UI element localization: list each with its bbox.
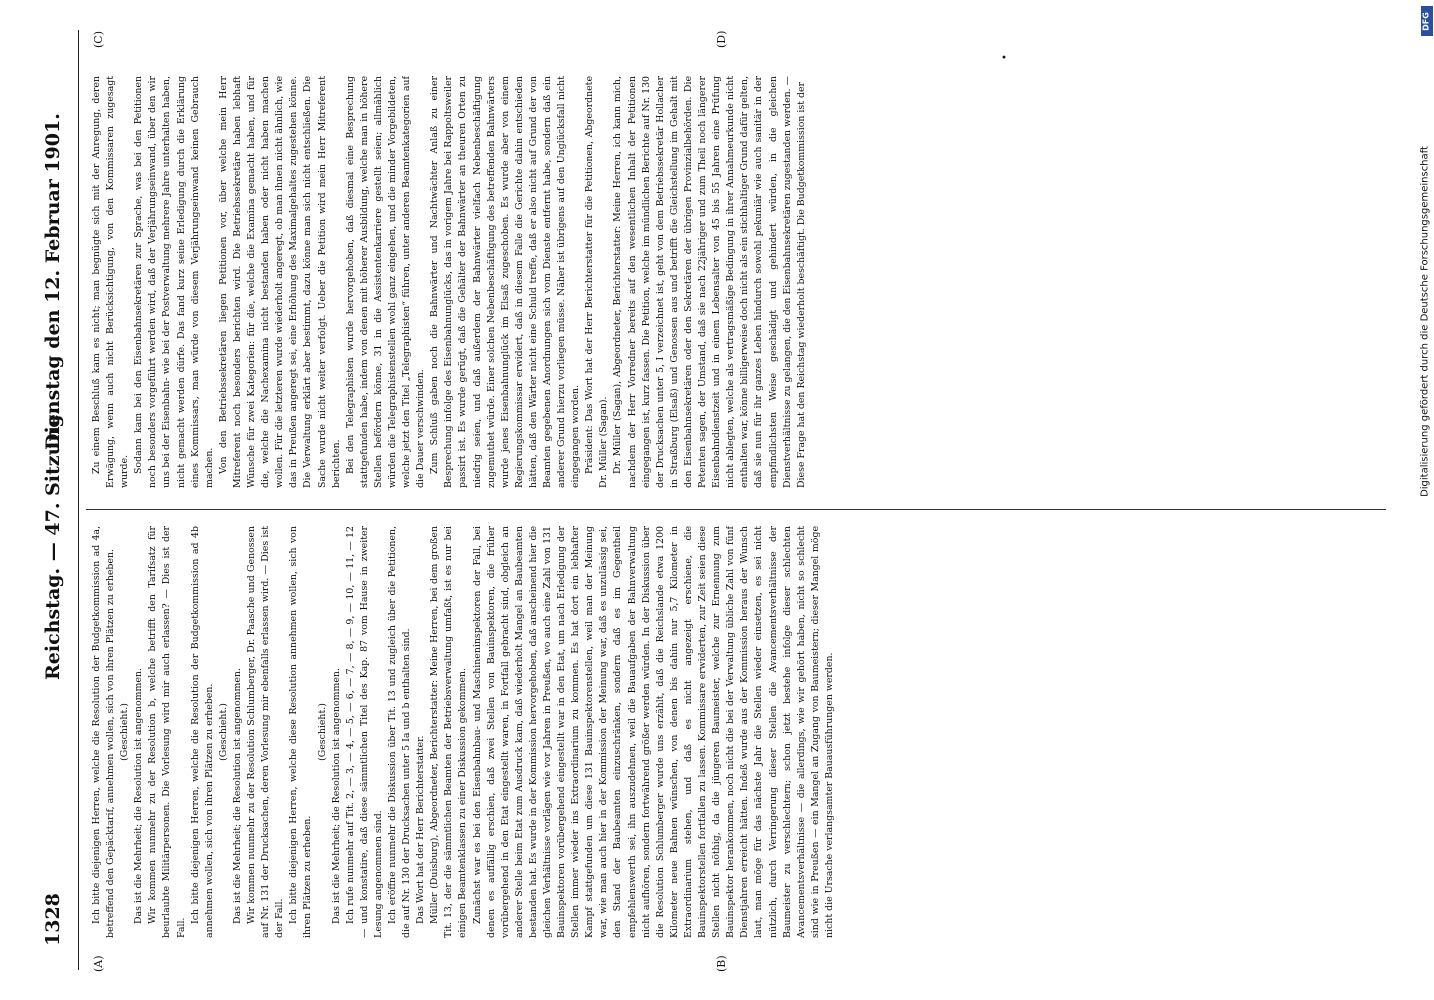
paragraph: Das ist die Mehrheit; die Resolution ist angenommen. [133, 668, 145, 924]
page-number: 1328 [42, 893, 64, 946]
column-divider [86, 509, 1386, 510]
paragraph: (Geschieht.) [316, 703, 328, 761]
margin-marker-c: (C) [92, 31, 105, 48]
paragraph: Zunächst war es bei den Eisenbahnbau- und Maschineninspektoren der Fall, bei denen es auffällig erschien, daß zwei Stellen von Bauinspektoren, die früher vorübergehend in den Etat eingestellt waren, in Fortfall gebracht sind, obgleich an anderer Stelle beim Etat zum Ausdruck kam, daß wiederholt Mangel an Baubeamten bestanden hat. Es wurde in der Kommission hervorgehoben, daß anscheinend hier die gleichen Verhältnisse vorlägen wie vor Jahren in Preußen, wo auch eine Zahl von 131 Bauinspektoren vorübergehend eingestellt war in den Etat, um nach Erledigung der Stellen immer wieder ins Extraordinarium zu kommen. Es hat dort ein lebhafter Kampf stattgefunden um diese 131 Bauinspektorenstellen, weil man der Meinung war, wie man auch hier in der Kommission der Meinung war, daß es unzulässig sei, den Stand der Baubeamten einzuschränken, sondern daß es im Gegentheil empfehlenswerth sei, ihn auszudehnen, weil die Bauaufgaben der Bahnverwaltung nicht aufhören, sondern fortwährend größer werden würden. In der Diskussion über die Resolution Schlumberger wurde uns erzählt, daß die Reichslande etwa 1200 Kilometer neue Bahnen wünschen, von denen bis dahin nur 5,7 Kilometer in Extraordinarium stehen, und daß es nicht angezeigt erschiene, die Bauinspektorstellen fortfallen zu lassen. Kommissare erwiderten, zur Zeit seien diese Stellen nicht nöthig, da die jüngeren Baumeister, welche zur Ernennung zum Bauinspektor herankommen, noch nicht die bei der Verwaltung übliche Zahl von fünf Dienstjahren erreicht hätten. Indeß wurde aus der Kommission heraus der Wunsch laut, man möge für das nächste Jahr die Stellen wieder einsetzen, es sei nicht nützlich, durch Verringerung dieser Stellen die Avancementsverhältnisse der Baumeister zu verschlechtern; schon jetzt bestehe infolge dieser schlechten Avancementsverhältnisse — die allerdings, wie wir gehört haben, nicht so schlecht sind wie in Preußen — ein Mangel an Zugang von Baumeistern; dieser Mangel möge nicht die Ursache verlangsamter Bauausführungen werden. [471, 526, 835, 938]
paragraph: Zum Schluß gaben noch die Bahnwärter und Nachtwächter Anlaß zu einer Besprechung infolge des Eisenbahnunglücks, das in vorigem Jahre bei Rappoltsweiler passirt ist. Es wurde gerügt, daß die Gehälter der Bahnwärter an theuren Orten zu niedrig seien, und daß außerdem der Bahnwärter vielfach Nebenbeschäftigung zugemuthet würde. Einer solchen Nebenbeschäftigung des betreffenden Bahnwärters wurde jenes Eisenbahnunglück im Elsaß zugeschoben. Es wurde aber von einem Regierungskommissar erwidert, daß in diesem Falle die Gerichte dahin entschieden hätten, daß den Wärter nicht eine Schuld treffe, daß er also nicht auf Grund der von Beamten gegebenen Anordnungen sich vom Dienste entfernt habe, sondern daß ein anderer Grund hierzu vorliegen müsse. Näher ist übrigens auf den Unglücksfall nicht eingegangen worden. [429, 76, 582, 488]
paragraph: Zu einem Beschluß kam es nicht; man begnügte sich mit der Anregung, deren Erwägung, wenn auch nicht Berücksichtigung, von den Kommissaren zugesagt wurde. [91, 76, 131, 488]
right-text-column [90, 76, 1380, 488]
paragraph: Präsident: Das Wort hat der Herr Berichterstatter für die Petitionen, Abgeordnete Dr. Müller (Sagan). [584, 76, 610, 488]
paragraph: (Geschieht.) [119, 703, 131, 761]
paragraph: Das ist die Mehrheit; die Resolution ist angenommen. [330, 668, 342, 924]
session-title: Reichstag. — 47. Sitzung. [42, 407, 64, 680]
paragraph: Ich bitte diejenigen Herren, welche die Resolution der Budgetkommission ad 4b annehmen wollen, sich von ihren Plätzen zu erheben. [189, 526, 215, 938]
paragraph: Müller (Duisburg), Abgeordneter, Berichterstatter: Meine Herren, bei dem großen Tit. 13, der die sämmtlichen Beamten der Betriebsverwaltung umfaßt, ist es nur bei einigen Beamtenklassen zu einer Diskussion gekommen. [429, 526, 469, 938]
header-rule [78, 30, 79, 970]
scan-dot: • [1000, 54, 1011, 60]
dfg-logo-icon: DFG [1421, 6, 1433, 36]
paragraph: Bei den Telegraphisten wurde hervorgehoben, daß diesmal eine Besprechung stattgefunden habe, indem von denen mit höherer Ausbildung, welche man in höhere Stellen befördern könne, 31 in die Assistentenkarriere gestellt seien; allmählich würden die Telegraphistenstellen wohl ganz eingehen, und die minder Vorgebildeten, welche jetzt den Titel „Telegraphisten“ führen, unter anderen Beamtenkategorien auf die Dauer verschwinden. [344, 76, 427, 488]
left-text-column [90, 526, 1380, 938]
paragraph: Ich eröffne nunmehr die Diskussion über Tit. 13 und zugleich über die Petitionen, die auf Nr. 130 der Drucksachen unter 5 Ia und b enthalten sind. [386, 526, 413, 938]
paragraph: Von den Betriebssekretären liegen Petitionen vor, über welche mein Herr Mitreferent noch besonders berichten wird. Die Betriebssekretäre haben lebhaft Wünsche für zwei Kategorien: für die, welche die Examina gemacht haben, und für die, welche die Nachexamina nicht bestanden haben oder nicht haben machen wollen. Für die letzteren wurde wiederholt angeregt, ob man ihnen nicht ähnlich, wie das in Preußen angeregt sei, eine Erhöhung des Maximalgehaltes zugestehen könne. Die Verwaltung erklärt aber bestimmt, dazu könne man sich nicht entschließen. Die Sache wurde nicht weiter verfolgt. Ueber die Petition wird mein Herr Mitreferent berichten. [217, 76, 342, 488]
credit-text: Digitalisierung gefördert durch die Deutsche Forschungsgemeinschaft [1419, 146, 1431, 497]
digitization-credit [1420, 6, 1434, 606]
paragraph: Wir kommen nunmehr zu der Resolution b, welche betrifft den Tarifsatz für beurlaubte Militärpersonen. Die Vorlesung wird mir auch erlassen? — Dies ist der Fall. [147, 526, 187, 938]
paragraph: Wir kommen nunmehr zu der Resolution Schlumberger, Dr. Paasche und Genossen auf Nr. 131 der Drucksachen, deren Vorlesung mir ebenfalls erlassen wird. — Dies ist der Fall. [246, 526, 286, 938]
paragraph: Ich bitte diejenigen Herren, welche diese Resolution annehmen wollen, sich von ihren Plätzen zu erheben. [288, 526, 314, 938]
paragraph: Dr. Müller (Sagan), Abgeordneter, Berichterstatter: Meine Herren, ich kann mich, nachdem der Herr Vorredner bereits auf den wesentlichen Inhalt der Petitionen eingegangen ist, kurz fassen. Die Petition, welche im mündlichen Berichte auf Nr. 130 der Drucksachen unter 5, I verzeichnet ist, geht von dem Betriebssekretär Hollacher in Straßburg (Elsaß) und Genossen aus und betrifft die Gleichstellung im Gehalt mit den Eisenbahnsekretären oder den Sekretären der übrigen Provinzialbehörden. Die Petenten sagen, der Umstand, daß sie nach 22jähriger und zum Theil noch längerer Eisenbahndienstzeit und in einem Lebensalter von 45 bis 55 Jahren eine Prüfung nicht ablegten, welche als vertragsmäßige Bedingung in ihrer Annahmeurkunde nicht enthalten war, könne billigerweise doch nicht als ein stichhaltiger Grund dafür gelten, daß sie nun für ihr ganzes Leben hindurch sowohl pekuniär wie auch sanitär in der empfindlichsten Weise geschädigt und gehindert würden, in die gleichen Dienstverhältnisse zu gelangen, die den Eisenbahnsekretären zugestanden werden. — Diese Frage hat den Reichstag wiederholt beschäftigt. Die Budgetkommission ist der [612, 76, 807, 488]
session-date: Dienstag den 12. Februar 1901. [42, 113, 64, 450]
paragraph: Das Wort hat der Herr Berichterstatter. [415, 735, 427, 924]
margin-marker-a: (A) [92, 955, 105, 972]
margin-marker-d: (D) [715, 30, 728, 48]
margin-marker-b: (B) [715, 955, 728, 972]
paragraph: Ich rufe nunmehr auf Tit. 2, — 3, — 4, — 5, — 6, — 7, — 8, — 9, — 10, — 11, — 12 — und konstatire, daß diese sämmtlichen Titel des Kap. 87 vom Hause in zweiter Lesung angenommen sind. [344, 526, 384, 938]
page-header [42, 30, 72, 970]
paragraph: (Geschieht.) [217, 703, 229, 761]
paragraph: Ich bitte diejenigen Herren, welche die Resolution der Budgetkommission ad 4a, betreffend den Gepäcktarif, annehmen wollen, sich von ihren Plätzen zu erheben. [91, 526, 117, 938]
paragraph: Das ist die Mehrheit; die Resolution ist angenommen. [231, 668, 243, 924]
paragraph: Sodann kam bei den Eisenbahnsekretären zur Sprache, was bei den Petitionen noch besonders vorgeführt werden wird, daß der Verjährungseinwand, über den wir uns bei der Eisenbahn- wie bei der Postverwaltung mehrere Jahre unterhalten haben, nicht gemacht werden dürfe. Das fand kurz seine Erledigung durch die Erklärung eines Kommissars, man würde von diesem Verjährungseinwand keinen Gebrauch machen. [133, 76, 215, 488]
